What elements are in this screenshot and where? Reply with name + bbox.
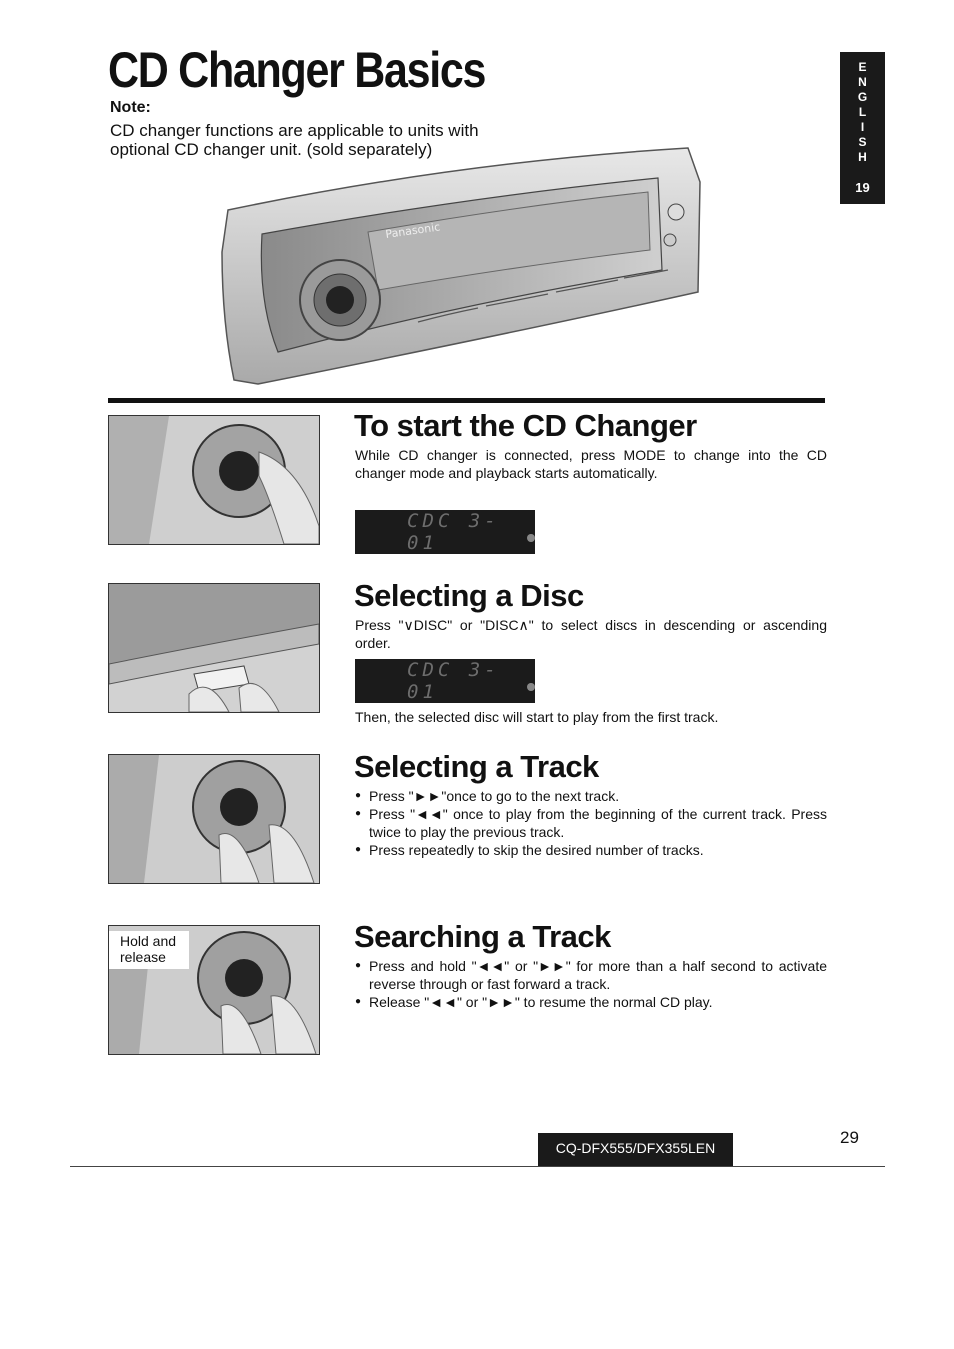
disc-buttons-photo: [108, 583, 320, 713]
hold-release-label: Hold and release: [109, 931, 189, 969]
page-number: 29: [840, 1128, 859, 1147]
lang-letter: G: [857, 90, 868, 104]
lcd-indicator-icon: [527, 534, 535, 542]
section-heading-track: Selecting a Track: [354, 749, 599, 784]
note-label: Note:: [110, 99, 151, 116]
hero-brand: Panasonic: [384, 220, 442, 241]
track-bullet: ● Press "◄◄" once to play from the beginning of the current track. Press twice to play the previous track.: [355, 805, 827, 841]
section-rule: [108, 398, 825, 403]
section-body-disc: [355, 616, 827, 652]
disc-after-note: Then, the selected disc will start to play from the first track.: [355, 709, 719, 725]
section-number: 19: [855, 180, 870, 195]
track-bullet: ● Press "►►"once to go to the next track.: [355, 787, 827, 805]
section-body-start: [355, 446, 827, 482]
faceplate-illustration: [218, 142, 704, 386]
lang-letter: N: [858, 75, 867, 89]
search-bullet: ● Release "◄◄" or "►►" to resume the normal CD play.: [355, 993, 827, 1011]
track-buttons-photo: [108, 754, 320, 884]
start-instructions: While CD changer is connected, press MODE to change into the CD changer mode and playback starts automatically.: [355, 447, 827, 481]
lang-letter: S: [858, 135, 867, 149]
lcd-text: CDC 3-01: [407, 510, 500, 554]
lang-letter: I: [860, 120, 865, 134]
track-bullet: ● Press repeatedly to skip the desired number of tracks.: [355, 841, 827, 859]
search-bullet: ● Press and hold "◄◄" or "►►" for more than a half second to activate reverse through or fast forward a track.: [355, 957, 827, 993]
section-heading-search: Searching a Track: [354, 919, 611, 954]
section-body-search: [355, 957, 827, 1011]
language-tab: [840, 52, 885, 204]
mode-button-photo: [108, 415, 320, 545]
lang-letter: E: [858, 60, 867, 74]
lang-letter: H: [858, 150, 867, 164]
page-title: CD Changer Basics: [108, 42, 486, 98]
note-text: CD changer functions are applicable to units with optional CD changer unit. (sold separately): [110, 121, 479, 159]
disc-after-text: [355, 708, 827, 726]
model-number: CQ-DFX555/DFX355LEN: [538, 1133, 733, 1166]
section-heading-disc: Selecting a Disc: [354, 578, 584, 613]
lang-letter: L: [858, 105, 867, 119]
section-body-track: [355, 787, 827, 859]
section-heading-start: To start the CD Changer: [354, 408, 697, 443]
disc-instructions: Press "∨DISC" or "DISC∧" to select discs in descending or ascending order.: [355, 617, 827, 651]
lcd-display: [355, 659, 535, 703]
footer-rule: [70, 1166, 885, 1167]
lcd-text: CDC 3-01: [407, 659, 500, 703]
lcd-indicator-icon: [527, 683, 535, 691]
lcd-display: [355, 510, 535, 554]
